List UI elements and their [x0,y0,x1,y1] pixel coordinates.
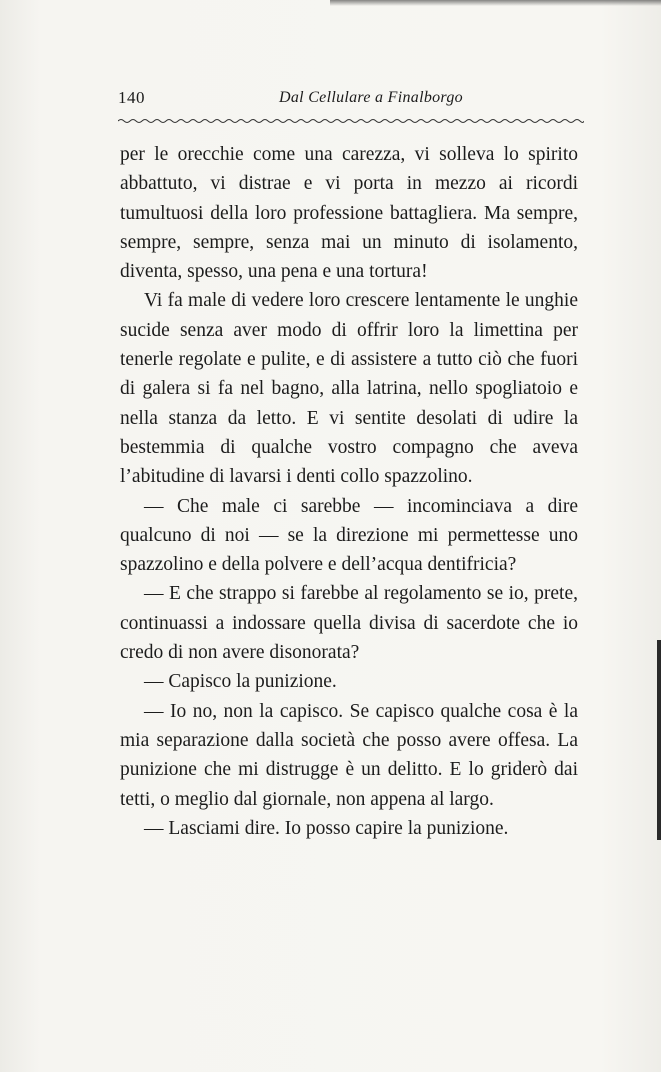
body-text [120,140,578,843]
paragraph: Vi fa male di vedere loro crescere lentamente le unghie sucide senza aver modo di offrir loro la limettina per tenerle regolate e pulite, e di assistere a tutto ciò che fuori di galera si fa nel bagno, alla latrina, nello spogliatoio e nella stanza da letto. E vi sentite desolati di udire la bestemmia di qualche vostro compagno che aveva l’abitudine di lavarsi i denti collo spazzolino. [120,290,578,488]
paragraph: — Capisco la punizione. [144,671,337,693]
scan-shadow [330,0,661,6]
page-header [118,88,584,114]
paragraph: — Lasciami dire. Io posso capire la punizione. [144,817,509,839]
paragraph: per le orecchie come una carezza, vi solleva lo spirito abbattuto, vi distrae e vi porta in mezzo ai ricordi tumultuosi della loro professione battagliera. Ma sempre, sempre, sempre, senza mai un minuto di isolamento, diventa, spesso, una pena e una tortura! [120,144,578,283]
header-wavy-rule [118,118,584,124]
running-title: Dal Cellulare a Finalborgo [279,89,463,106]
paragraph: — Che male ci sarebbe — incominciava a dire qualcuno di noi — se la direzione mi permettesse uno spazzolino e della polvere e dell’acqua dentifricia? [120,495,578,576]
page-edge-shadow [657,640,661,840]
page-number: 140 [118,88,145,107]
paragraph: — E che strappo si farebbe al regolamento se io, prete, continuassi a indossare quella divisa di sacerdote che io credo di non avere disonorata? [120,583,578,664]
paragraph: — Io no, non la capisco. Se capisco qualche cosa è la mia separazione dalla società che posso avere offesa. La punizione che mi distrugge è un delitto. E lo griderò dai tetti, o meglio dal giornale, non appena al largo. [120,700,578,810]
